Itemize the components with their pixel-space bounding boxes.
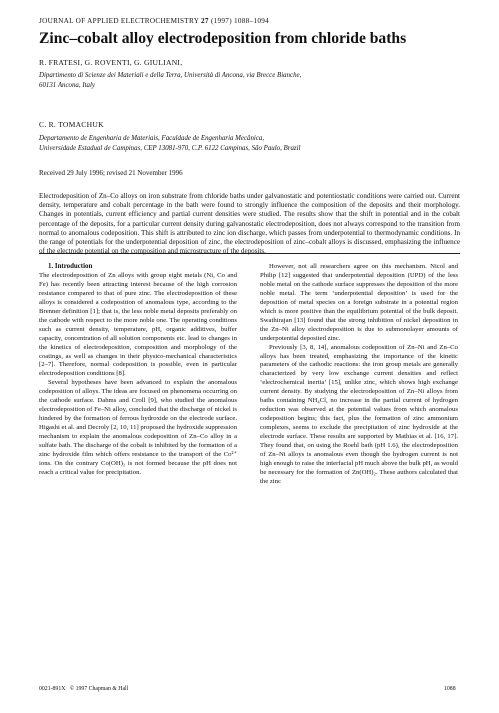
footer-issn-copyright — [39, 686, 128, 692]
authors-group-2: C. R. TOMACHUK — [39, 120, 104, 129]
left-paragraph-1: The electrodeposition of Zn alloys with group eight metals (Ni, Co and Fe) has recently been attracting interest because of the high corrosion resistance compared to that of pure zinc. The electrodeposition of these alloys is considered a codeposition of anomalous type, according to the Brenner definition [1]; that is, the less noble metal deposits preferably on the cathode with respect to the more noble one. The operating conditions such as current density, temperature, pH, organic additives, buffer capacity, concentration of all solution components etc. lead to changes in the kinetics of electrodeposition, composition and morphology of the coatings, as well as changes in their physico-mechanical characteristics [2–7]. Therefore, normal codeposition is possible, even in particular electrodeposition conditions [8]. — [39, 271, 237, 378]
left-column — [39, 263, 237, 478]
journal-name: JOURNAL OF APPLIED ELECTROCHEMISTRY — [39, 17, 199, 25]
affiliation-1-line-2: 60131 Ancona, Italy — [39, 82, 95, 89]
footer-copyright: © 1997 Chapman & Hall — [69, 686, 129, 692]
journal-year-pages: (1997) 1088–1094 — [210, 17, 270, 25]
page-number: 1088 — [444, 686, 456, 692]
affiliation-2-line-1: Departamento de Engenharia de Materiais, Faculdade de Engenharia Mecânica, — [39, 135, 265, 142]
affiliation-1-line-1: Dipartimento di Scienze dei Materiali e della Terra, Università di Ancona, via Brecce Bianche, — [39, 72, 302, 79]
article-title: Zinc–cobalt alloy electrodeposition from chloride baths — [39, 30, 407, 47]
right-paragraph-2: Previously [3, 8, 14], anomalous codeposition of Zn–Ni and Zn–Co alloys has been treated, emphasizing the importance of the kinetic parameters of the cathodic reactions: the iron group metals are generally characterized by very low exchange current densities and reflect ‘electrochemical inertia’ [15], unlike zinc, which shows high exchange current density. By studying the electrodeposition of Zn–Ni alloys from baths containing NH₄Cl, no increase in the partial current of hydrogen reduction was observed at the potential values from which anomalous codeposition begins; this fact, plus the formation of zinc ammonium complexes, seems to exclude the precipitation of zinc hydroxide at the electrode surface. These results are supported by Mathias et al. [16, 17]. They found that, on using the Roehl bath (pH 1.6), the electrodeposition of Zn–Ni alloys is anomalous even though the hydrogen current is not high enough to raise the interfacial pH much above the bulk pH, as would be necessary for the formation of Zn(OH)₂. These authors calculated that the zinc — [260, 343, 458, 485]
affiliation-2-line-2: Universidade Estadual de Campinas, CEP 13081-970, C.P. 6122 Campinas, São Paulo, Brazil — [39, 145, 301, 152]
footer-issn: 0021-891X — [39, 686, 66, 692]
journal-volume: 27 — [201, 17, 209, 25]
section-heading: 1. Introduction — [48, 263, 93, 270]
authors-group-1: R. FRATESI, G. ROVENTI, G. GIULIANI, — [39, 58, 183, 67]
received-dates: Received 29 July 1996; revised 21 November 1996 — [39, 169, 183, 177]
journal-header — [39, 17, 269, 25]
left-paragraph-2: Several hypotheses have been advanced to explain the anomalous codeposition of alloys. The ideas are focused on phenomena occurring on the cathode surface. Dahms and Croll [9], who studied the anomalous electrodeposition of Fe–Ni alloy, concluded that the discharge of nickel is hindered by the formation of ferrous hydroxide on the electrode surface. Higashi et al. and Decroly [2, 10, 11] proposed the hydroxide suppression mechanism to explain the anomalous codeposition of Zn–Co alloy in a sulfate bath. The discharge of the cobalt is inhibited by the formation of a zinc hydroxide film which offers resistance to the transport of the Co²⁺ ions. On the contrary Co(OH)₂ is not formed because the pH does not reach a critical value for precipitation. — [39, 379, 237, 476]
right-column — [260, 263, 458, 487]
abstract-divider — [39, 253, 460, 254]
abstract: Electrodeposition of Zn–Co alloys on iron substrate from chloride baths under galvanostatic and potentiostatic conditions were carried out. Current density, temperature and cobalt percentage in the bath were found to strongly influence the composition of the deposits and their morphology. Changes in potentials, current efficiency and partial current densities were studied. The results show that the shift in potential and in the cobalt percentage of the deposits, for a particular current density during galvanostatic electrodeposition, does not always correspond to the transition from normal to anomalous codeposition. This shift is attributed to zinc ion discharge, which passes from underpotential to thermodynamic conditions. In the range of potentials for the underpotential deposition of zinc, the electrodeposition of zinc–cobalt alloys is discussed, emphasizing the influence of the electrode potential on the composition and microstructure of the deposits. — [39, 192, 460, 256]
right-paragraph-1: However, not all researchers agree on this mechanism. Nicol and Philip [12] suggested that underpotential deposition (UPD) of the less noble metal on the cathode surface suppresses the deposition of the more noble metal. The term ‘underpotential deposition’ is used for the deposition of metal species on a foreign substrate in a potential region which is more positive than the equilibrium potential of the bulk deposit. Swathirajan [13] found that the strong inhibition of nickel deposition in the Zn–Ni alloy electrodeposition is due to submonolayer amounts of underpotential deposited zinc. — [260, 263, 458, 342]
